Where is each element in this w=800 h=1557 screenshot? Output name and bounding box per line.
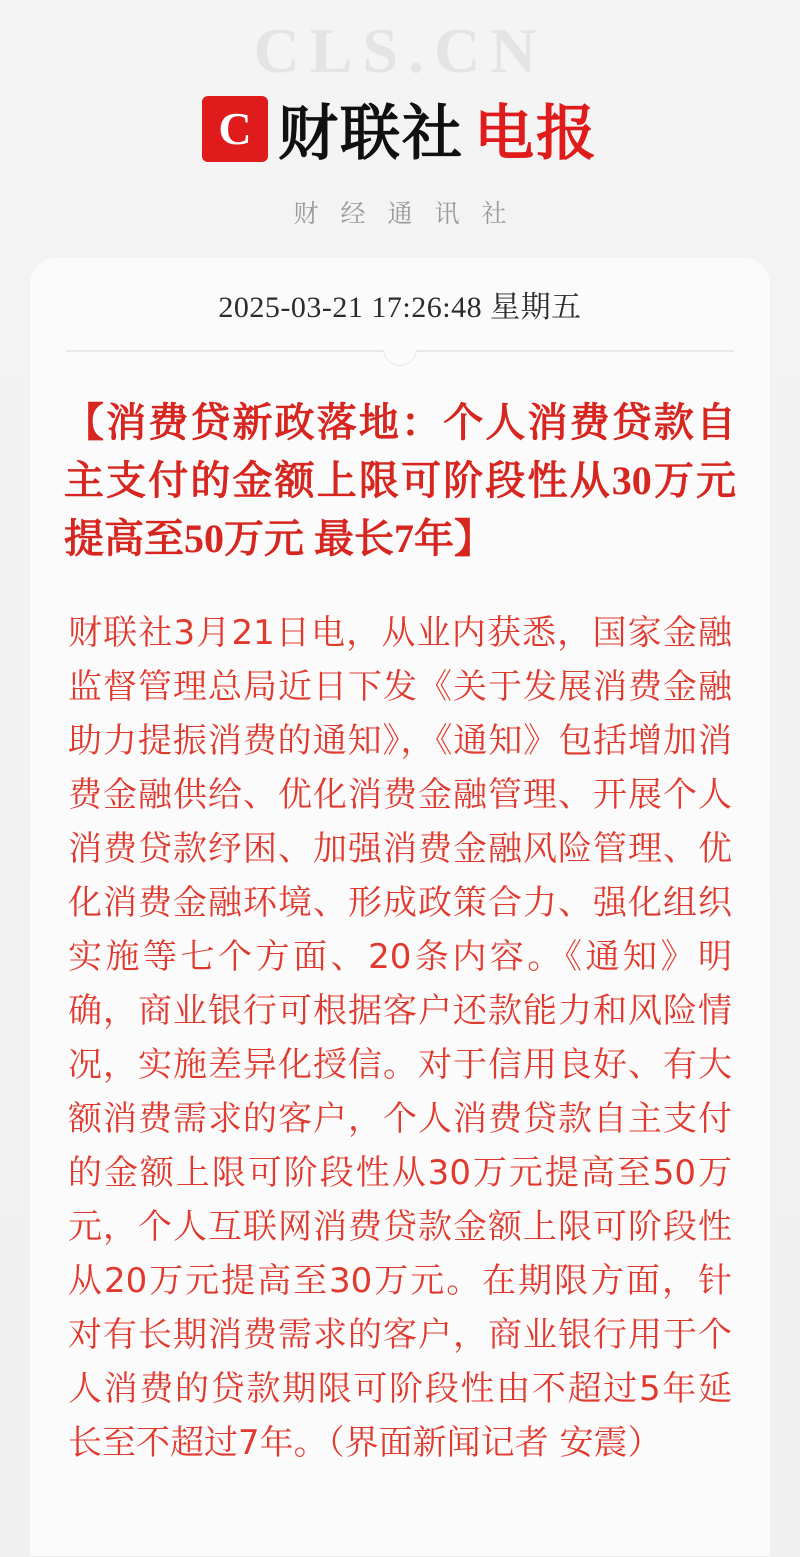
logo	[0, 86, 800, 172]
logo-badge-icon: C	[202, 96, 268, 162]
divider-notch	[383, 349, 417, 366]
article-timestamp: 2025-03-21 17:26:48 星期五	[218, 291, 582, 324]
article-card	[30, 258, 770, 1557]
card-divider	[66, 350, 734, 352]
article-headline: 【消费贷新政落地：个人消费贷款自主支付的金额上限可阶段性从30万元提高至50万元 最长7年】	[64, 400, 736, 561]
logo-name-secondary: 电报	[474, 101, 598, 167]
site-watermark: CLS.CN	[253, 15, 547, 86]
logo-name-primary: 财联社	[278, 101, 464, 167]
masthead-slogan: 财经通讯社	[293, 201, 529, 228]
masthead	[0, 86, 800, 230]
article-body: 财联社3月21日电，从业内获悉，国家金融监督管理总局近日下发《关于发展消费金融助力提振消费的通知》，《通知》包括增加消费金融供给、优化消费金融管理、开展个人消费贷款纾困、加强消费金融风险管理、优化消费金融环境、形成政策合力、强化组织实施等七个方面、20条内容。《通知》明确，商业银行可根据客户还款能力和风险情况，实施差异化授信。对于信用良好、有大额消费需求的客户，个人消费贷款自主支付的金额上限可阶段性从30万元提高至50万元，个人互联网消费贷款金额上限可阶段性从20万元提高至30万元。在期限方面，针对有长期消费需求的客户，商业银行用于个人消费的贷款期限可阶段性由不超过5年延长至不超过7年。（界面新闻记者 安震）	[68, 613, 732, 1463]
